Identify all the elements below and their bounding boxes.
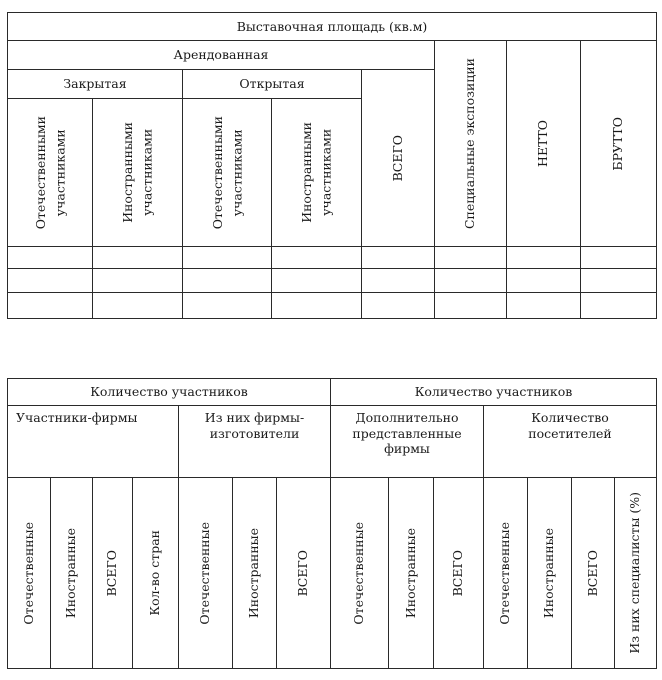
col-open-domestic: [182, 98, 272, 247]
col-manufacturers-total-text: ВСЕГО: [295, 549, 311, 597]
col-open-foreign: [271, 98, 362, 247]
col-visitors-foreign-text: Иностранные: [541, 527, 557, 619]
table-cell[interactable]: [506, 268, 581, 293]
col-closed-domestic-text: Отечественными участниками: [32, 115, 67, 230]
col-manufacturers-foreign: [232, 477, 277, 669]
table-cell[interactable]: [434, 268, 507, 293]
col-netto: [506, 40, 581, 247]
col-visitors-foreign: [527, 477, 572, 669]
col-netto-text: НЕТТО: [535, 120, 551, 167]
col-firms-domestic-text: Отечественные: [20, 521, 36, 625]
manufacturers-header-text: Из них фирмы-изготовители: [204, 410, 305, 441]
rented-header-text: Арендованная: [173, 47, 269, 63]
table-cell[interactable]: [92, 268, 183, 293]
col-visitors-total-text: ВСЕГО: [584, 549, 600, 597]
col-visitors-specialists-percent: [614, 477, 657, 669]
col-additional-domestic: [330, 477, 389, 669]
col-firms-foreign: [50, 477, 93, 669]
col-additional-foreign-text: Иностранные: [402, 527, 418, 619]
participant-firms-header: [7, 405, 179, 478]
additional-firms-header: [330, 405, 484, 478]
table-cell[interactable]: [7, 246, 93, 269]
col-visitors-total: [571, 477, 615, 669]
col-firms-foreign-text: Иностранные: [63, 527, 79, 619]
open-header: [182, 69, 362, 99]
additional-firms-header-text: Дополнительно представленные фирмы: [352, 410, 462, 457]
col-additional-foreign: [388, 477, 434, 669]
table-cell[interactable]: [361, 268, 435, 293]
col-firms-total: [92, 477, 133, 669]
participants-count-header-right-text: Количество участников: [414, 384, 573, 400]
col-firms-domestic: [7, 477, 51, 669]
table-cell[interactable]: [361, 292, 435, 319]
visitors-count-header: [483, 405, 657, 478]
table-cell[interactable]: [182, 268, 272, 293]
table-cell[interactable]: [271, 268, 362, 293]
exhibition-area-title-text: Выставочная площадь (кв.м): [236, 18, 428, 34]
table-cell[interactable]: [182, 292, 272, 319]
col-manufacturers-domestic-text: Отечественные: [197, 521, 213, 625]
col-closed-domestic: [7, 98, 93, 247]
visitors-count-header-text: Количество посетителей: [528, 410, 612, 441]
table-cell[interactable]: [580, 292, 657, 319]
table-cell[interactable]: [580, 268, 657, 293]
participants-count-header-right: [330, 378, 657, 406]
table-cell[interactable]: [580, 246, 657, 269]
col-visitors-domestic: [483, 477, 528, 669]
col-special-expositions: [434, 40, 507, 247]
col-countries-count: [132, 477, 179, 669]
rented-header: [7, 40, 435, 70]
table-cell[interactable]: [182, 246, 272, 269]
closed-header: [7, 69, 183, 99]
col-additional-total-text: ВСЕГО: [450, 549, 466, 597]
col-open-foreign-text: Иностранными участниками: [299, 122, 334, 223]
col-visitors-domestic-text: Отечественные: [497, 521, 513, 625]
col-brutto: [580, 40, 657, 247]
col-brutto-text: БРУТТО: [610, 116, 626, 171]
table-cell[interactable]: [506, 292, 581, 319]
col-firms-total-text: ВСЕГО: [104, 549, 120, 597]
table-cell[interactable]: [92, 246, 183, 269]
col-additional-domestic-text: Отечественные: [351, 521, 367, 625]
table-cell[interactable]: [7, 292, 93, 319]
col-rented-total-text: ВСЕГО: [389, 134, 405, 182]
table-cell[interactable]: [434, 246, 507, 269]
participant-firms-header-text: Участники-фирмы: [16, 410, 138, 425]
col-manufacturers-total: [276, 477, 331, 669]
table-cell[interactable]: [361, 246, 435, 269]
col-manufacturers-domestic: [178, 477, 233, 669]
table-cell[interactable]: [271, 246, 362, 269]
table-cell[interactable]: [7, 268, 93, 293]
col-closed-foreign-text: Иностранными участниками: [120, 122, 155, 223]
closed-header-text: Закрытая: [63, 76, 127, 92]
col-closed-foreign: [92, 98, 183, 247]
open-header-text: Открытая: [239, 76, 305, 92]
participants-count-header-left-text: Количество участников: [90, 384, 248, 400]
col-manufacturers-foreign-text: Иностранные: [246, 527, 262, 619]
col-special-expositions-text: Специальные экспозиции: [462, 57, 478, 230]
col-open-domestic-text: Отечественными участниками: [209, 115, 244, 230]
col-visitors-specialists-percent-text: Из них специалисты (%): [627, 492, 643, 654]
manufacturers-header: [178, 405, 331, 478]
col-additional-total: [433, 477, 484, 669]
col-rented-total: [361, 69, 435, 247]
table-cell[interactable]: [92, 292, 183, 319]
participants-count-header-left: [7, 378, 331, 406]
table-cell[interactable]: [434, 292, 507, 319]
col-countries-count-text: Кол-во стран: [147, 530, 163, 616]
table-cell[interactable]: [271, 292, 362, 319]
table-cell[interactable]: [506, 246, 581, 269]
exhibition-area-title: [7, 12, 657, 41]
